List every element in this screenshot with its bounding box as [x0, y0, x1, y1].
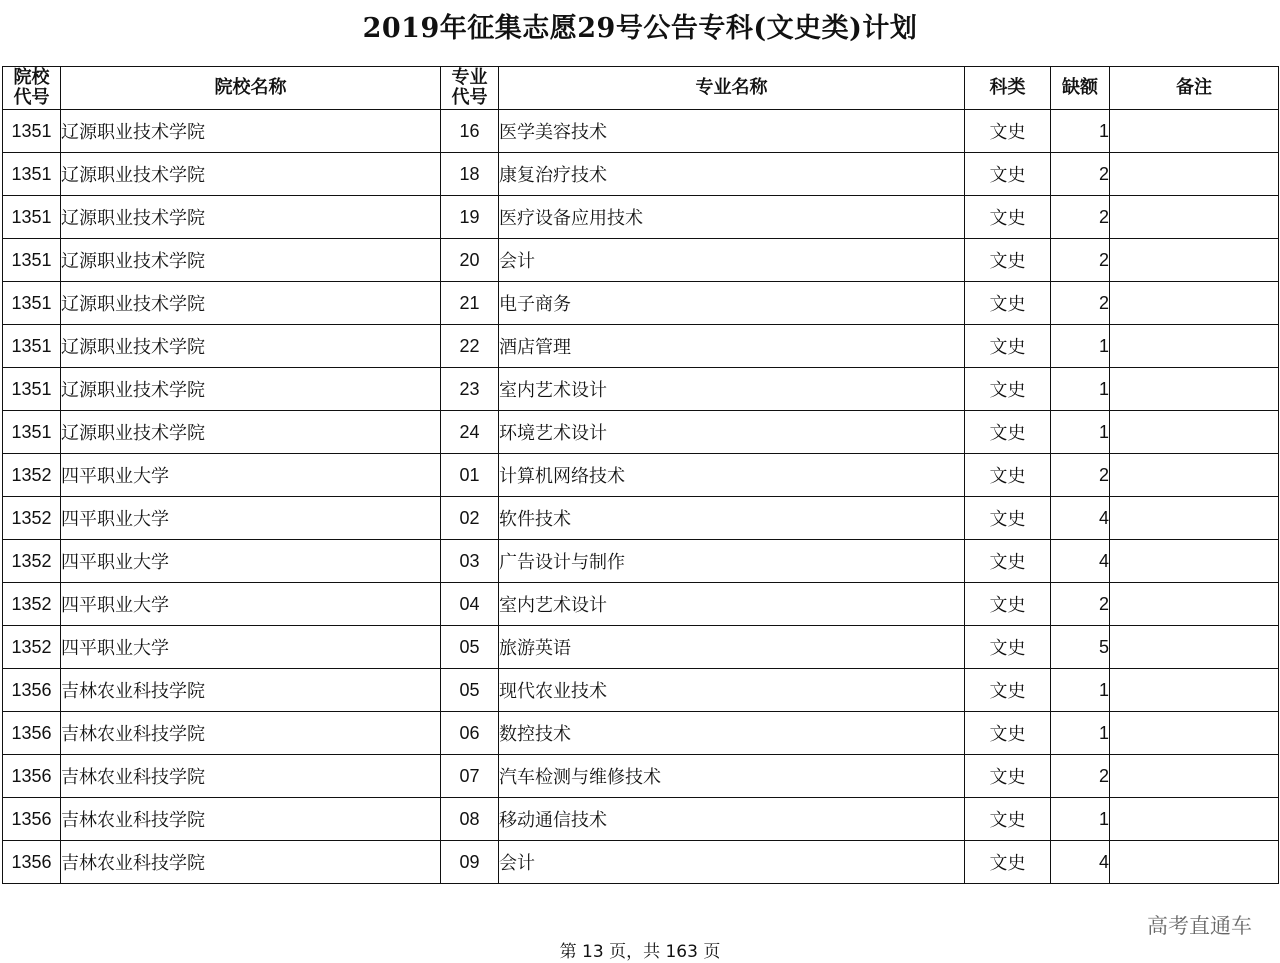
- cell-major-code: 05: [441, 626, 499, 669]
- table-body: [3, 110, 1279, 884]
- cell-major-name: 酒店管理: [499, 325, 965, 368]
- header-school-code-line2: 代号: [13, 87, 50, 108]
- header-major-code-line1: 专业: [451, 67, 488, 88]
- cell-school-name: 辽源职业技术学院: [61, 411, 441, 454]
- cell-quota: 5: [1051, 626, 1110, 669]
- cell-school-name: 四平职业大学: [61, 497, 441, 540]
- cell-category: 文史: [965, 798, 1051, 841]
- cell-note: [1110, 110, 1279, 153]
- cell-note: [1110, 669, 1279, 712]
- cell-category: 文史: [965, 411, 1051, 454]
- cell-quota: 4: [1051, 540, 1110, 583]
- cell-category: 文史: [965, 669, 1051, 712]
- cell-major-code: 05: [441, 669, 499, 712]
- cell-school-name: 吉林农业科技学院: [61, 841, 441, 884]
- cell-quota: 1: [1051, 110, 1110, 153]
- header-major-code: [441, 67, 499, 110]
- cell-school-code: 1356: [3, 669, 61, 712]
- cell-note: [1110, 755, 1279, 798]
- cell-school-name: 四平职业大学: [61, 540, 441, 583]
- cell-quota: 4: [1051, 841, 1110, 884]
- cell-major-code: 21: [441, 282, 499, 325]
- cell-note: [1110, 153, 1279, 196]
- cell-school-code: 1351: [3, 368, 61, 411]
- cell-school-code: 1356: [3, 798, 61, 841]
- cell-note: [1110, 411, 1279, 454]
- cell-note: [1110, 282, 1279, 325]
- cell-quota: 2: [1051, 282, 1110, 325]
- table-row: [3, 669, 1279, 712]
- cell-major-name: 电子商务: [499, 282, 965, 325]
- table-row: [3, 368, 1279, 411]
- cell-major-name: 广告设计与制作: [499, 540, 965, 583]
- header-note: 备注: [1110, 67, 1279, 110]
- cell-major-name: 现代农业技术: [499, 669, 965, 712]
- header-school-name: 院校名称: [61, 67, 441, 110]
- cell-quota: 2: [1051, 239, 1110, 282]
- cell-category: 文史: [965, 841, 1051, 884]
- cell-school-code: 1352: [3, 626, 61, 669]
- table-row: [3, 239, 1279, 282]
- cell-note: [1110, 368, 1279, 411]
- cell-major-code: 20: [441, 239, 499, 282]
- cell-major-name: 室内艺术设计: [499, 583, 965, 626]
- cell-school-name: 辽源职业技术学院: [61, 368, 441, 411]
- cell-school-name: 吉林农业科技学院: [61, 669, 441, 712]
- cell-major-name: 计算机网络技术: [499, 454, 965, 497]
- cell-school-name: 吉林农业科技学院: [61, 755, 441, 798]
- table-row: [3, 583, 1279, 626]
- cell-category: 文史: [965, 239, 1051, 282]
- cell-quota: 4: [1051, 497, 1110, 540]
- cell-category: 文史: [965, 454, 1051, 497]
- table-row: [3, 282, 1279, 325]
- header-school-code-line1: 院校: [13, 67, 50, 88]
- cell-note: [1110, 583, 1279, 626]
- cell-school-code: 1351: [3, 325, 61, 368]
- table-row: [3, 755, 1279, 798]
- header-category: 科类: [965, 67, 1051, 110]
- cell-note: [1110, 497, 1279, 540]
- cell-school-name: 辽源职业技术学院: [61, 153, 441, 196]
- page-footer: 第 13 页，共 163 页: [559, 942, 721, 962]
- table-row: [3, 110, 1279, 153]
- cell-quota: 1: [1051, 411, 1110, 454]
- cell-school-code: 1351: [3, 153, 61, 196]
- table-row: [3, 626, 1279, 669]
- cell-quota: 2: [1051, 755, 1110, 798]
- table-row: [3, 798, 1279, 841]
- cell-major-code: 06: [441, 712, 499, 755]
- cell-major-name: 移动通信技术: [499, 798, 965, 841]
- cell-note: [1110, 325, 1279, 368]
- cell-school-name: 四平职业大学: [61, 454, 441, 497]
- cell-major-code: 03: [441, 540, 499, 583]
- cell-major-name: 旅游英语: [499, 626, 965, 669]
- cell-category: 文史: [965, 540, 1051, 583]
- cell-major-code: 09: [441, 841, 499, 884]
- cell-major-code: 04: [441, 583, 499, 626]
- table-row: [3, 540, 1279, 583]
- cell-major-code: 01: [441, 454, 499, 497]
- cell-school-name: 辽源职业技术学院: [61, 196, 441, 239]
- cell-quota: 1: [1051, 368, 1110, 411]
- cell-school-code: 1352: [3, 454, 61, 497]
- cell-major-code: 24: [441, 411, 499, 454]
- table-row: [3, 411, 1279, 454]
- cell-major-name: 会计: [499, 841, 965, 884]
- cell-category: 文史: [965, 755, 1051, 798]
- cell-major-code: 07: [441, 755, 499, 798]
- cell-category: 文史: [965, 110, 1051, 153]
- cell-major-code: 16: [441, 110, 499, 153]
- plan-table: [2, 66, 1279, 884]
- cell-school-name: 吉林农业科技学院: [61, 798, 441, 841]
- cell-major-code: 23: [441, 368, 499, 411]
- cell-major-name: 软件技术: [499, 497, 965, 540]
- cell-major-name: 医学美容技术: [499, 110, 965, 153]
- cell-school-code: 1351: [3, 239, 61, 282]
- cell-category: 文史: [965, 282, 1051, 325]
- cell-category: 文史: [965, 153, 1051, 196]
- cell-school-code: 1356: [3, 712, 61, 755]
- cell-major-code: 18: [441, 153, 499, 196]
- cell-category: 文史: [965, 497, 1051, 540]
- cell-school-code: 1351: [3, 411, 61, 454]
- cell-quota: 2: [1051, 196, 1110, 239]
- cell-school-name: 辽源职业技术学院: [61, 282, 441, 325]
- header-quota: 缺额: [1051, 67, 1110, 110]
- page-title: 2019年征集志愿29号公告专科(文史类)计划: [362, 13, 918, 44]
- watermark: 高考直通车: [1147, 914, 1252, 938]
- cell-school-code: 1351: [3, 196, 61, 239]
- cell-major-name: 数控技术: [499, 712, 965, 755]
- cell-school-name: 辽源职业技术学院: [61, 239, 441, 282]
- cell-school-code: 1356: [3, 755, 61, 798]
- cell-major-code: 19: [441, 196, 499, 239]
- cell-quota: 2: [1051, 583, 1110, 626]
- table-row: [3, 454, 1279, 497]
- cell-category: 文史: [965, 712, 1051, 755]
- table-row: [3, 196, 1279, 239]
- table-row: [3, 325, 1279, 368]
- cell-major-name: 室内艺术设计: [499, 368, 965, 411]
- cell-school-name: 辽源职业技术学院: [61, 110, 441, 153]
- cell-note: [1110, 626, 1279, 669]
- cell-school-code: 1352: [3, 583, 61, 626]
- table-header-row: [3, 67, 1279, 110]
- cell-note: [1110, 540, 1279, 583]
- cell-category: 文史: [965, 626, 1051, 669]
- cell-school-code: 1352: [3, 540, 61, 583]
- cell-note: [1110, 712, 1279, 755]
- cell-quota: 2: [1051, 454, 1110, 497]
- cell-category: 文史: [965, 196, 1051, 239]
- cell-school-name: 吉林农业科技学院: [61, 712, 441, 755]
- header-school-code: [3, 67, 61, 110]
- cell-major-name: 会计: [499, 239, 965, 282]
- cell-school-name: 四平职业大学: [61, 583, 441, 626]
- cell-note: [1110, 239, 1279, 282]
- cell-quota: 1: [1051, 325, 1110, 368]
- cell-note: [1110, 196, 1279, 239]
- cell-quota: 1: [1051, 712, 1110, 755]
- cell-major-name: 康复治疗技术: [499, 153, 965, 196]
- cell-school-code: 1351: [3, 282, 61, 325]
- cell-major-name: 汽车检测与维修技术: [499, 755, 965, 798]
- cell-note: [1110, 454, 1279, 497]
- cell-category: 文史: [965, 368, 1051, 411]
- table-row: [3, 712, 1279, 755]
- cell-major-name: 医疗设备应用技术: [499, 196, 965, 239]
- cell-major-code: 02: [441, 497, 499, 540]
- table-row: [3, 841, 1279, 884]
- cell-major-code: 22: [441, 325, 499, 368]
- header-major-code-line2: 代号: [451, 87, 488, 108]
- cell-school-code: 1356: [3, 841, 61, 884]
- cell-school-code: 1351: [3, 110, 61, 153]
- cell-quota: 1: [1051, 798, 1110, 841]
- cell-quota: 2: [1051, 153, 1110, 196]
- cell-school-name: 四平职业大学: [61, 626, 441, 669]
- cell-school-name: 辽源职业技术学院: [61, 325, 441, 368]
- cell-category: 文史: [965, 583, 1051, 626]
- cell-major-code: 08: [441, 798, 499, 841]
- cell-major-name: 环境艺术设计: [499, 411, 965, 454]
- header-major-name: 专业名称: [499, 67, 965, 110]
- cell-note: [1110, 798, 1279, 841]
- cell-quota: 1: [1051, 669, 1110, 712]
- cell-note: [1110, 841, 1279, 884]
- table-row: [3, 153, 1279, 196]
- cell-school-code: 1352: [3, 497, 61, 540]
- cell-category: 文史: [965, 325, 1051, 368]
- table-row: [3, 497, 1279, 540]
